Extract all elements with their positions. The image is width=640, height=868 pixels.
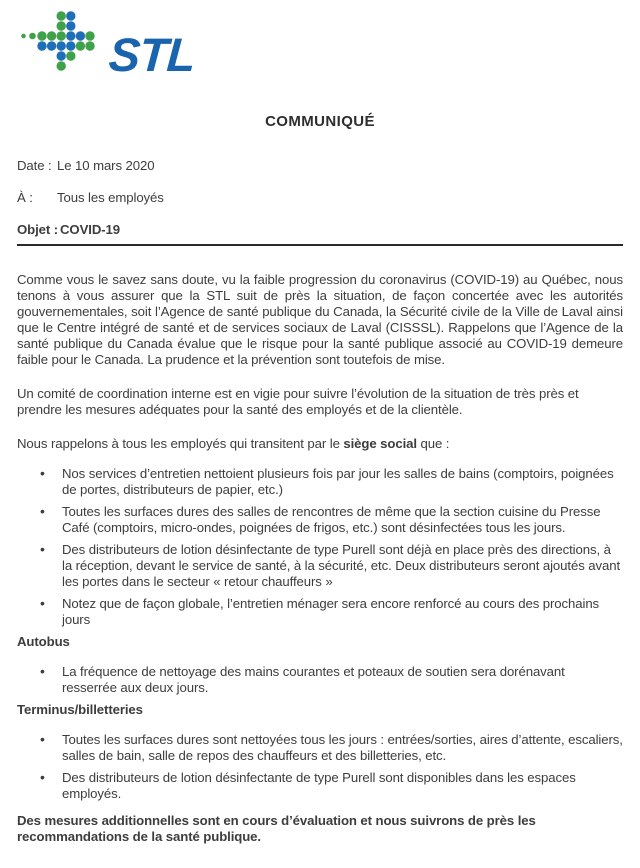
memo-meta [17, 158, 623, 246]
list-item: • Des distributeurs de lotion désinfectante de type Purell sont disponibles dans les espaces employés. [40, 770, 623, 802]
list-item: • Des distributeurs de lotion désinfectante de type Purell sont déjà en place près des directions, à la réception, devant le service de santé, à la sécurité, etc. Deux distributeurs seront ajoutés avant les portes dans le secteur « retour chauffeurs » [40, 542, 623, 590]
stl-logo [17, 0, 623, 90]
terminus-list [17, 732, 623, 802]
closing-statement: Des mesures additionnelles sont en cours d’évaluation et nous suivrons de près les recommandations de la santé publique. [17, 813, 536, 844]
paragraph-siege-suffix: que : [416, 436, 450, 451]
page-title: COMMUNIQUÉ [265, 113, 375, 130]
meta-row-to [17, 190, 623, 205]
to-label: À : [17, 190, 33, 205]
date-value: Le 10 mars 2020 [57, 158, 155, 173]
to-value: Tous les employés [57, 190, 164, 205]
paragraph-situation: Comme vous le savez sans doute, vu la faible progression du coronavirus (COVID-19) au Québec, nous tenons à vous assurer que la STL suit de près la situation, de façon concertée avec les autorités gouvernementales, soit l’Agence de santé publique du Canada, la Sécurité civile de la Ville de Laval ainsi que le Centre intégré de santé et de services sociaux de Laval (CISSSL). Rappelons que l’Agence de la santé publique du Canada évalue que le risque pour la santé publique associé au COVID-19 demeure faible pour le Canada. La prudence et la prévention sont toutefois de mise. [17, 272, 623, 367]
list-item: • La fréquence de nettoyage des mains courantes et poteaux de soutien sera dorénavant resserrée aux deux jours. [40, 664, 623, 696]
divider-rule [17, 244, 623, 246]
siege-social-emphasis: siège social [343, 436, 417, 451]
autobus-list [17, 664, 623, 696]
subject-label: Objet : [17, 222, 59, 237]
subject-value: COVID-19 [60, 222, 121, 237]
section-heading-terminus: Terminus/billetteries [17, 702, 143, 717]
list-item: • Nos services d’entretien nettoient plusieurs fois par jour les salles de bains (comptoirs, poignées de portes, distributeurs de papier, etc.) [40, 466, 623, 498]
meta-row-subject [17, 222, 623, 237]
paragraph-siege-prefix: Nous rappelons à tous les employés qui transitent par le [17, 436, 344, 451]
meta-row-date [17, 158, 623, 173]
section-heading-autobus: Autobus [17, 634, 70, 649]
list-item: • Toutes les surfaces dures sont nettoyées tous les jours : entrées/sorties, aires d’attente, escaliers, salles de bain, salle de repos des chauffeurs et des billetteries, etc. [40, 732, 623, 764]
date-label: Date : [17, 158, 52, 173]
memo-body [17, 272, 623, 845]
siege-social-list [17, 466, 623, 628]
list-item: • Toutes les surfaces dures des salles de rencontres de même que la section cuisine du Presse Café (comptoirs, micro-ondes, poignées de frigos, etc.) sont désinfectées tous les jours. [40, 504, 623, 536]
stl-logo-wordmark: STL [107, 28, 197, 81]
paragraph-siege-social [17, 436, 623, 452]
list-item: • Notez que de façon globale, l’entretien ménager sera encore renforcé au cours des prochains jours [40, 596, 623, 628]
stl-dots-cross-icon [17, 10, 99, 72]
paragraph-comite: Un comité de coordination interne est en vigie pour suivre l’évolution de la situation de très près et prendre les mesures adéquates pour la santé des employés et de la clientèle. [17, 386, 579, 417]
